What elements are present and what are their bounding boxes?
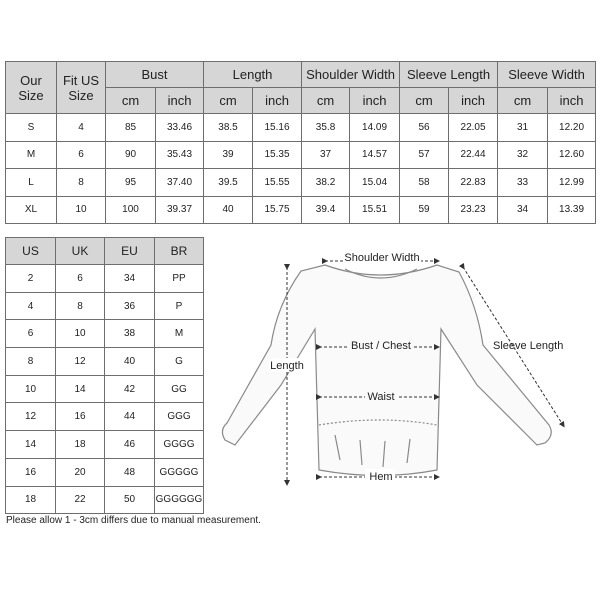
unit-cm: cm bbox=[400, 88, 449, 114]
table-cell: 8 bbox=[6, 348, 56, 376]
table-row bbox=[6, 320, 204, 348]
table-cell: P bbox=[155, 292, 204, 320]
header-shoulder-width: Shoulder Width bbox=[302, 62, 400, 88]
table-cell: 12.60 bbox=[548, 141, 596, 169]
size-chart-table bbox=[5, 61, 596, 224]
header-sleeve-width: Sleeve Width bbox=[498, 62, 596, 88]
header-bust: Bust bbox=[106, 62, 204, 88]
table-cell: 56 bbox=[400, 114, 449, 142]
table-cell: 22.83 bbox=[449, 169, 498, 197]
table-cell: 12.20 bbox=[548, 114, 596, 142]
table-cell: 8 bbox=[56, 292, 105, 320]
table-cell: 46 bbox=[105, 431, 155, 459]
table-cell: S bbox=[6, 114, 57, 142]
table-cell: 40 bbox=[105, 348, 155, 376]
table-cell: M bbox=[155, 320, 204, 348]
table-cell: GGGG bbox=[155, 431, 204, 459]
table-cell: 15.16 bbox=[253, 114, 302, 142]
label-sleeve-length: Sleeve Length bbox=[493, 340, 564, 352]
table-cell: 39.4 bbox=[302, 196, 350, 224]
table-row bbox=[6, 486, 204, 514]
table-row bbox=[6, 265, 204, 293]
garment-measurement-diagram bbox=[215, 245, 595, 505]
label-shoulder-width: Shoulder Width bbox=[344, 252, 420, 264]
table-row bbox=[6, 114, 596, 142]
table-cell: 15.35 bbox=[253, 141, 302, 169]
unit-cm: cm bbox=[498, 88, 548, 114]
header-uk: UK bbox=[56, 238, 105, 265]
label-waist: Waist bbox=[367, 391, 395, 403]
table-cell: 35.43 bbox=[156, 141, 204, 169]
unit-cm: cm bbox=[106, 88, 156, 114]
unit-inch: inch bbox=[449, 88, 498, 114]
unit-inch: inch bbox=[350, 88, 400, 114]
table-cell: 58 bbox=[400, 169, 449, 197]
table-cell: 35.8 bbox=[302, 114, 350, 142]
table-cell: 36 bbox=[105, 292, 155, 320]
table-cell: 32 bbox=[498, 141, 548, 169]
table-cell: 14 bbox=[6, 431, 56, 459]
table-cell: 22.05 bbox=[449, 114, 498, 142]
table-cell: 33.46 bbox=[156, 114, 204, 142]
label-hem: Hem bbox=[369, 471, 393, 483]
unit-inch: inch bbox=[548, 88, 596, 114]
header-eu: EU bbox=[105, 238, 155, 265]
table-cell: GG bbox=[155, 375, 204, 403]
table-cell: 12 bbox=[6, 403, 56, 431]
table-cell: G bbox=[155, 348, 204, 376]
table-cell: 34 bbox=[105, 265, 155, 293]
table-row bbox=[6, 141, 596, 169]
table-cell: 23.23 bbox=[449, 196, 498, 224]
unit-cm: cm bbox=[204, 88, 253, 114]
table-cell: 10 bbox=[57, 196, 106, 224]
table-cell: 12.99 bbox=[548, 169, 596, 197]
table-cell: 90 bbox=[106, 141, 156, 169]
table-cell: 31 bbox=[498, 114, 548, 142]
table-cell: 2 bbox=[6, 265, 56, 293]
table-cell: 22.44 bbox=[449, 141, 498, 169]
table-cell: 15.51 bbox=[350, 196, 400, 224]
table-cell: GGGGGG bbox=[155, 486, 204, 514]
table-cell: 10 bbox=[56, 320, 105, 348]
table-cell: 48 bbox=[105, 458, 155, 486]
table-row bbox=[6, 431, 204, 459]
header-sleeve-length: Sleeve Length bbox=[400, 62, 498, 88]
table-cell: 95 bbox=[106, 169, 156, 197]
table-cell: 38.2 bbox=[302, 169, 350, 197]
table-row bbox=[6, 196, 596, 224]
header-us: US bbox=[6, 238, 56, 265]
table-cell: 38.5 bbox=[204, 114, 253, 142]
table-cell: 50 bbox=[105, 486, 155, 514]
table-cell: 10 bbox=[6, 375, 56, 403]
table-cell: 100 bbox=[106, 196, 156, 224]
table-cell: 6 bbox=[56, 265, 105, 293]
table-row bbox=[6, 292, 204, 320]
table-cell: 39 bbox=[204, 141, 253, 169]
table-cell: GGGGG bbox=[155, 458, 204, 486]
table-cell: 44 bbox=[105, 403, 155, 431]
table-cell: 18 bbox=[56, 431, 105, 459]
table-cell: M bbox=[6, 141, 57, 169]
table-cell: 39.5 bbox=[204, 169, 253, 197]
label-bust-chest: Bust / Chest bbox=[351, 340, 411, 352]
table-cell: 12 bbox=[56, 348, 105, 376]
table-cell: 39.37 bbox=[156, 196, 204, 224]
table-row bbox=[6, 169, 596, 197]
table-cell: 57 bbox=[400, 141, 449, 169]
table-cell: 34 bbox=[498, 196, 548, 224]
table-row bbox=[6, 375, 204, 403]
measurement-note: Please allow 1 - 3cm differs due to manual measurement. bbox=[6, 515, 261, 526]
table-cell: 16 bbox=[56, 403, 105, 431]
table-cell: 37 bbox=[302, 141, 350, 169]
table-cell: 14.09 bbox=[350, 114, 400, 142]
unit-cm: cm bbox=[302, 88, 350, 114]
table-cell: 37.40 bbox=[156, 169, 204, 197]
table-cell: 40 bbox=[204, 196, 253, 224]
table-cell: XL bbox=[6, 196, 57, 224]
table-cell: 15.75 bbox=[253, 196, 302, 224]
header-our-size: Our Size bbox=[6, 62, 57, 114]
unit-inch: inch bbox=[156, 88, 204, 114]
table-cell: 18 bbox=[6, 486, 56, 514]
header-fit-us-size: Fit US Size bbox=[57, 62, 106, 114]
table-cell: 14.57 bbox=[350, 141, 400, 169]
header-length: Length bbox=[204, 62, 302, 88]
table-cell: 59 bbox=[400, 196, 449, 224]
table-cell: 8 bbox=[57, 169, 106, 197]
table-cell: 42 bbox=[105, 375, 155, 403]
table-cell: L bbox=[6, 169, 57, 197]
table-cell: 33 bbox=[498, 169, 548, 197]
table-row bbox=[6, 403, 204, 431]
table-cell: PP bbox=[155, 265, 204, 293]
table-cell: 22 bbox=[56, 486, 105, 514]
table-cell: 15.55 bbox=[253, 169, 302, 197]
table-cell: 38 bbox=[105, 320, 155, 348]
table-cell: 85 bbox=[106, 114, 156, 142]
table-cell: 15.04 bbox=[350, 169, 400, 197]
table-row bbox=[6, 458, 204, 486]
table-cell: 6 bbox=[57, 141, 106, 169]
table-cell: 4 bbox=[57, 114, 106, 142]
table-cell: 20 bbox=[56, 458, 105, 486]
table-cell: 13.39 bbox=[548, 196, 596, 224]
header-br: BR bbox=[155, 238, 204, 265]
table-row bbox=[6, 348, 204, 376]
table-cell: GGG bbox=[155, 403, 204, 431]
table-cell: 6 bbox=[6, 320, 56, 348]
table-cell: 16 bbox=[6, 458, 56, 486]
table-cell: 4 bbox=[6, 292, 56, 320]
table-cell: 14 bbox=[56, 375, 105, 403]
label-length: Length bbox=[270, 360, 304, 372]
size-conversion-table bbox=[5, 237, 204, 514]
unit-inch: inch bbox=[253, 88, 302, 114]
